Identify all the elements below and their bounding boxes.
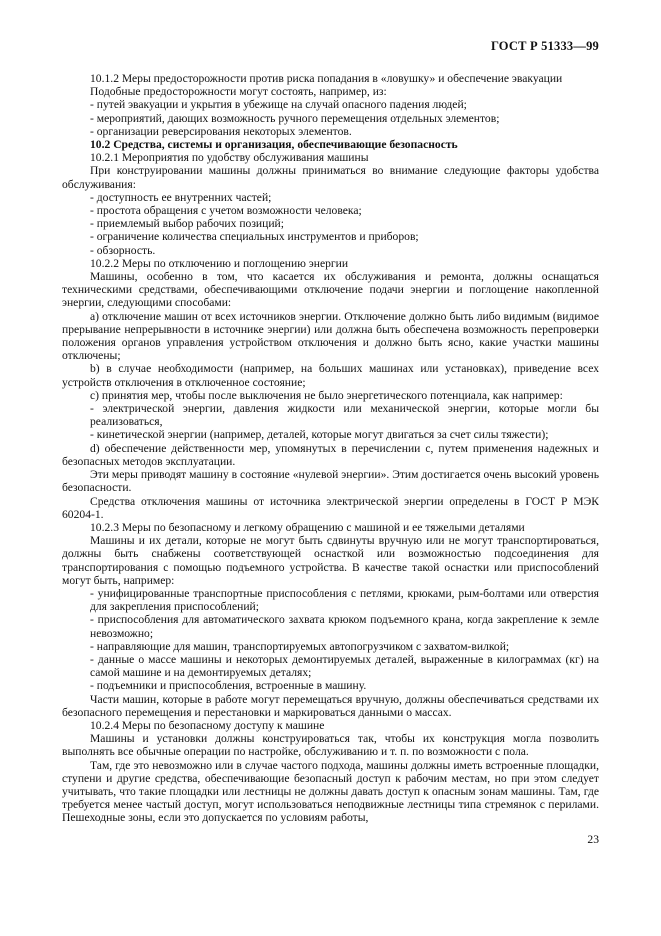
paragraph: Части машин, которые в работе могут перемещаться вручную, должны обеспечиваться средствами их безопасного перемещения и перестановки и маркироваться данными о массах. xyxy=(62,692,599,719)
paragraph: Подобные предосторожности могут состоять, например, из: xyxy=(90,85,387,99)
list-item: - обзорность. xyxy=(90,243,156,257)
paragraph: Машины и установки должны конструироваться так, чтобы их конструкция могла позволить выполнять все обычные операции по настройке, обслуживанию и т. п. по возможности с пола. xyxy=(62,732,599,759)
paragraph: c) принятия мер, чтобы после выключения не было энергетического потенциала, как например: xyxy=(90,388,563,402)
document-id-header: ГОСТ Р 51333—99 xyxy=(490,39,599,53)
paragraph: Средства отключения машины от источника электрической энергии определены в ГОСТ Р МЭК 60204-1. xyxy=(62,494,599,521)
paragraph: При конструировании машины должны приниматься во внимание следующие факторы удобства обслуживания: xyxy=(62,164,599,191)
list-item: - доступность ее внутренних частей; xyxy=(90,190,272,204)
paragraph: 10.2.3 Меры по безопасному и легкому обращению с машиной и ее тяжелыми деталями xyxy=(90,520,525,534)
list-item: - мероприятий, дающих возможность ручного перемещения отдельных элементов; xyxy=(90,111,500,125)
paragraph: 10.2.4 Меры по безопасному доступу к машине xyxy=(90,718,325,732)
paragraph: Машины, особенно в том, что касается их обслуживания и ремонта, должны оснащаться техническими средствами, обеспечивающими отключение подачи энергии и поглощение накопленной энергии, следующими способами: xyxy=(62,270,599,310)
paragraph: Там, где это невозможно или в случае частого подхода, машины должны иметь встроенные площадки, ступени и другие средства, обеспечивающие безопасный доступ к рабочим местам, но при этом следует учитывать, что такие площадки или лестницы не должны давать доступ к опасным зонам машины. Там, где требуется менее частый доступ, могут использоваться неподвижные лестницы типа стремянок с перилами. Пешеходные зоны, если это допускается по условиям работы, xyxy=(62,758,599,825)
paragraph: a) отключение машин от всех источников энергии. Отключение должно быть либо видимым (видимое прерывание непрерывности в источнике энергии) или должна быть обеспечена возможность перепроверки положения органов управления устройством отключения и должно быть ясно, какие участки машины отключены; xyxy=(62,309,599,363)
page-number: 23 xyxy=(587,833,599,846)
paragraph: Эти меры приводят машину в состояние «нулевой энергии». Этим достигается очень высокий уровень безопасности. xyxy=(62,468,599,495)
paragraph: 10.2.2 Меры по отключению и поглощению энергии xyxy=(90,256,349,270)
paragraph: 10.2 Средства, системы и организация, обеспечивающие безопасность xyxy=(90,138,458,152)
paragraph: 10.1.2 Меры предосторожности против риска попадания в «ловушку» и обеспечение эвакуации xyxy=(90,72,563,85)
list-item: - организации реверсирования некоторых элементов. xyxy=(90,124,352,138)
paragraph: 10.2.1 Мероприятия по удобству обслуживания машины xyxy=(90,151,369,165)
list-item: - приспособления для автоматического захвата крюком подъемного крана, когда закрепление к земле невозможно; xyxy=(90,613,599,640)
list-item: - приемлемый выбор рабочих позиций; xyxy=(90,217,284,231)
list-item: - электрической энергии, давления жидкости или механической энергии, которые могли бы реализоваться, xyxy=(90,402,599,429)
document-body xyxy=(62,72,599,825)
paragraph: Машины и их детали, которые не могут быть сдвинуты вручную или не могут транспортироваться, должны быть снабжены соответствующей оснасткой или возможностью подсоединения для транспортирования с помощью подъемного устройства. В качестве такой оснастки или приспособлений могут быть, например: xyxy=(62,534,599,587)
list-item: - путей эвакуации и укрытия в убежище на случай опасного падения людей; xyxy=(90,98,467,112)
list-item: - простота обращения с учетом возможности человека; xyxy=(90,204,362,218)
list-item: - кинетической энергии (например, деталей, которые могут двигаться за счет силы тяжести); xyxy=(90,428,549,442)
paragraph: b) в случае необходимости (например, на больших машинах или установках), приведение всех устройств отключения в отключенное состояние; xyxy=(62,362,599,389)
list-item: - данные о массе машины и некоторых демонтируемых деталей, выраженные в килограммах (кг) на самой машине и на демонтируемых деталях; xyxy=(90,652,599,680)
list-item: - унифицированные транспортные приспособления с петлями, крюками, рым-болтами или отверстия для закрепления приспособлений; xyxy=(90,586,599,614)
paragraph: d) обеспечение действенности мер, упомянутых в перечислении c, путем применения надежных и безопасных методов эксплуатации. xyxy=(62,441,599,468)
list-item: - направляющие для машин, транспортируемых автопогрузчиком с захватом-вилкой; xyxy=(90,639,510,653)
list-item: - подъемники и приспособления, встроенные в машину. xyxy=(90,679,367,693)
list-item: - ограничение количества специальных инструментов и приборов; xyxy=(90,230,419,244)
